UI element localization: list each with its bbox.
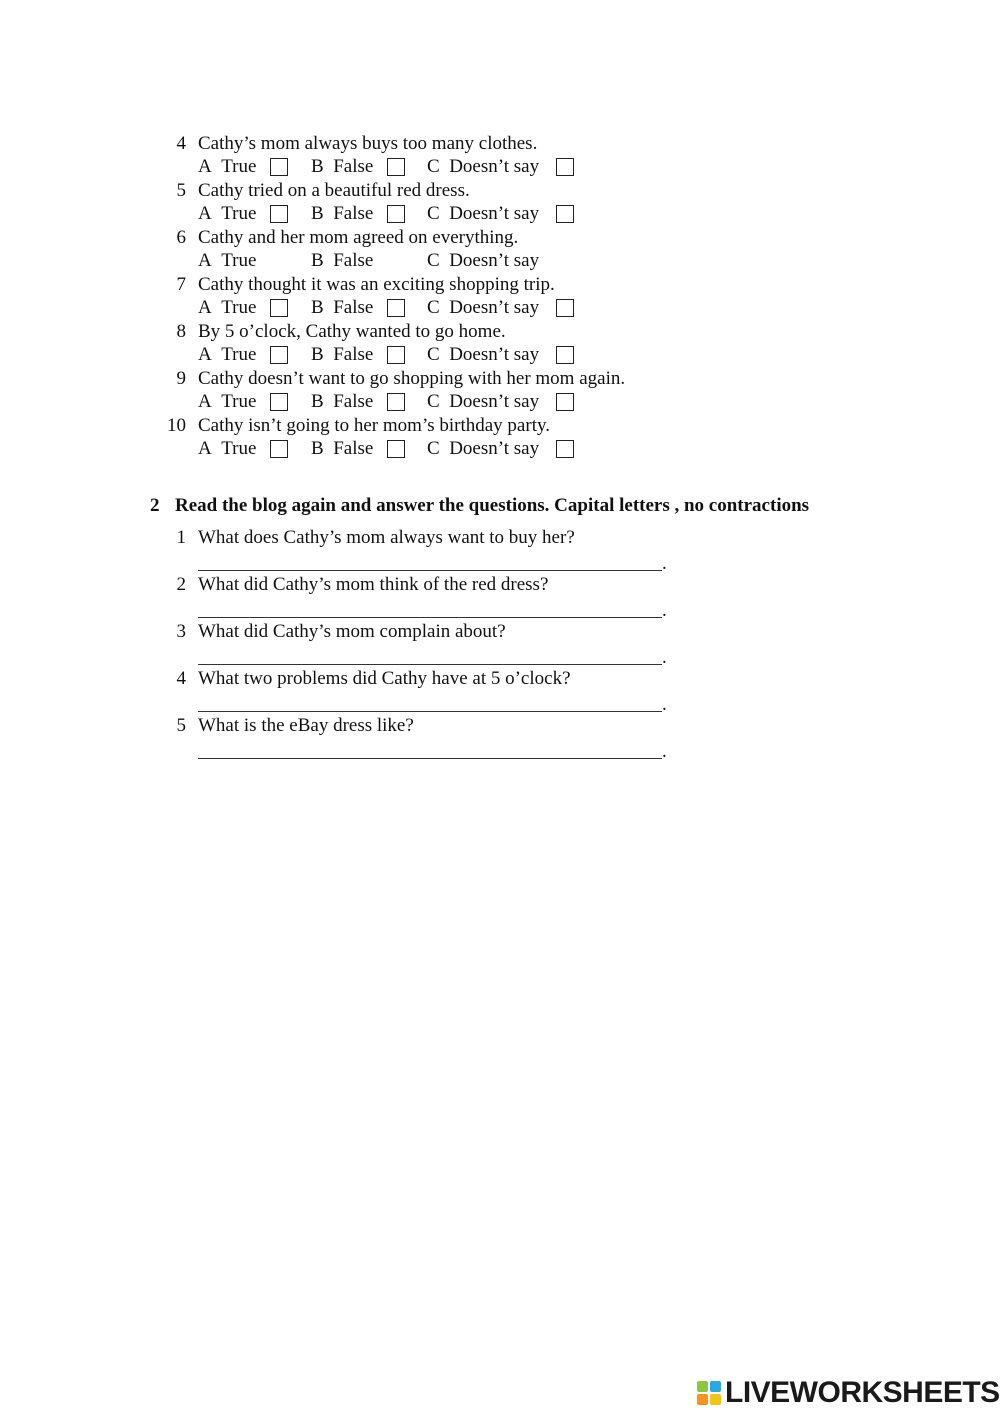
answer-input-line[interactable]	[198, 664, 662, 665]
answer-input-line[interactable]	[198, 711, 662, 712]
option-false-label	[311, 156, 373, 178]
section-number: 2	[150, 495, 160, 516]
item-number: 9	[176, 368, 186, 389]
statement-text: Cathy tried on a beautiful red dress.	[198, 180, 470, 201]
checkbox-true[interactable]	[270, 440, 288, 458]
option-true-label	[198, 438, 256, 460]
option-letter: A	[198, 438, 212, 459]
item-number: 8	[176, 321, 186, 342]
option-letter: C	[427, 156, 440, 177]
checkbox-false[interactable]	[387, 158, 405, 176]
option-text: False	[333, 438, 374, 459]
option-letter: B	[311, 438, 324, 459]
option-letter: C	[427, 391, 440, 412]
option-text: Doesn’t say	[449, 391, 540, 412]
item-number: 5	[176, 180, 186, 201]
option-true-label	[198, 391, 256, 413]
option-doesnt-say-label	[427, 344, 539, 366]
section-instructions: Read the blog again and answer the questions. Capital letters , no contractions	[175, 495, 810, 516]
checkbox-doesnt-say[interactable]	[556, 346, 574, 364]
option-true-label	[198, 297, 256, 319]
option-text: False	[333, 344, 374, 365]
answer-input-line[interactable]	[198, 617, 662, 618]
answer-period: .	[662, 647, 667, 668]
option-doesnt-say-label	[427, 203, 539, 225]
question-text: What did Cathy’s mom complain about?	[198, 621, 506, 642]
checkbox-doesnt-say[interactable]	[556, 299, 574, 317]
option-text: False	[333, 156, 374, 177]
option-text: Doesn’t say	[449, 438, 540, 459]
option-false-label	[311, 297, 373, 319]
item-number: 7	[176, 274, 186, 295]
question-text: What did Cathy’s mom think of the red dress?	[198, 574, 549, 595]
answer-period: .	[662, 553, 667, 574]
question-number: 4	[176, 668, 186, 689]
option-letter: A	[198, 203, 212, 224]
option-doesnt-say-label	[427, 250, 539, 272]
section-2-heading	[150, 495, 809, 517]
checkbox-doesnt-say[interactable]	[556, 393, 574, 411]
option-text: False	[333, 250, 374, 271]
option-text: Doesn’t say	[449, 203, 540, 224]
option-false-label	[311, 203, 373, 225]
option-text: True	[221, 203, 257, 224]
checkbox-true[interactable]	[270, 346, 288, 364]
logo-mark-icon	[697, 1381, 721, 1405]
statement-text: Cathy doesn’t want to go shopping with her mom again.	[198, 368, 626, 389]
question-number: 5	[176, 715, 186, 736]
checkbox-true[interactable]	[270, 158, 288, 176]
option-letter: A	[198, 156, 212, 177]
statement-text: Cathy isn’t going to her mom’s birthday party.	[198, 415, 550, 436]
item-number: 4	[176, 133, 186, 154]
checkbox-false[interactable]	[387, 440, 405, 458]
liveworksheets-logo	[697, 1375, 1000, 1411]
option-text: Doesn’t say	[449, 297, 540, 318]
option-text: True	[221, 438, 257, 459]
option-letter: C	[427, 297, 440, 318]
option-true-label	[198, 203, 256, 225]
answer-period: .	[662, 741, 667, 762]
option-letter: B	[311, 391, 324, 412]
answer-input-line[interactable]	[198, 570, 662, 571]
question-number: 1	[176, 527, 186, 548]
option-text: True	[221, 156, 257, 177]
option-letter: B	[311, 203, 324, 224]
option-text: True	[221, 250, 257, 271]
checkbox-false[interactable]	[387, 393, 405, 411]
option-text: True	[221, 391, 257, 412]
option-letter: B	[311, 156, 324, 177]
option-text: False	[333, 297, 374, 318]
option-letter: A	[198, 297, 212, 318]
option-text: False	[333, 203, 374, 224]
option-doesnt-say-label	[427, 297, 539, 319]
option-doesnt-say-label	[427, 156, 539, 178]
option-text: Doesn’t say	[449, 250, 540, 271]
checkbox-doesnt-say[interactable]	[556, 205, 574, 223]
brand-name: LIVEWORKSHEETS	[725, 1376, 1000, 1409]
answer-period: .	[662, 694, 667, 715]
item-number: 10	[167, 415, 186, 436]
option-false-label	[311, 344, 373, 366]
checkbox-true[interactable]	[270, 299, 288, 317]
option-letter: C	[427, 203, 440, 224]
statement-text: Cathy thought it was an exciting shopping trip.	[198, 274, 555, 295]
option-true-label	[198, 250, 256, 272]
option-false-label	[311, 250, 373, 272]
option-letter: A	[198, 250, 212, 271]
question-text: What is the eBay dress like?	[198, 715, 414, 736]
checkbox-false[interactable]	[387, 205, 405, 223]
option-text: False	[333, 391, 374, 412]
checkbox-false[interactable]	[387, 346, 405, 364]
option-true-label	[198, 344, 256, 366]
option-letter: C	[427, 344, 440, 365]
option-letter: A	[198, 344, 212, 365]
statement-text: Cathy’s mom always buys too many clothes.	[198, 133, 538, 154]
option-letter: B	[311, 297, 324, 318]
item-number: 6	[176, 227, 186, 248]
checkbox-true[interactable]	[270, 205, 288, 223]
option-text: Doesn’t say	[449, 156, 540, 177]
option-letter: A	[198, 391, 212, 412]
option-doesnt-say-label	[427, 391, 539, 413]
option-true-label	[198, 156, 256, 178]
checkbox-false[interactable]	[387, 299, 405, 317]
option-doesnt-say-label	[427, 438, 539, 460]
option-letter: B	[311, 250, 324, 271]
answer-period: .	[662, 600, 667, 621]
option-text: True	[221, 344, 257, 365]
checkbox-doesnt-say[interactable]	[556, 158, 574, 176]
question-number: 2	[176, 574, 186, 595]
option-text: True	[221, 297, 257, 318]
checkbox-doesnt-say[interactable]	[556, 440, 574, 458]
question-text: What two problems did Cathy have at 5 o’clock?	[198, 668, 571, 689]
option-letter: C	[427, 438, 440, 459]
checkbox-true[interactable]	[270, 393, 288, 411]
option-letter: C	[427, 250, 440, 271]
option-false-label	[311, 391, 373, 413]
option-letter: B	[311, 344, 324, 365]
answer-input-line[interactable]	[198, 758, 662, 759]
statement-text: Cathy and her mom agreed on everything.	[198, 227, 519, 248]
statement-text: By 5 o’clock, Cathy wanted to go home.	[198, 321, 506, 342]
option-text: Doesn’t say	[449, 344, 540, 365]
option-false-label	[311, 438, 373, 460]
question-number: 3	[176, 621, 186, 642]
question-text: What does Cathy’s mom always want to buy her?	[198, 527, 575, 548]
